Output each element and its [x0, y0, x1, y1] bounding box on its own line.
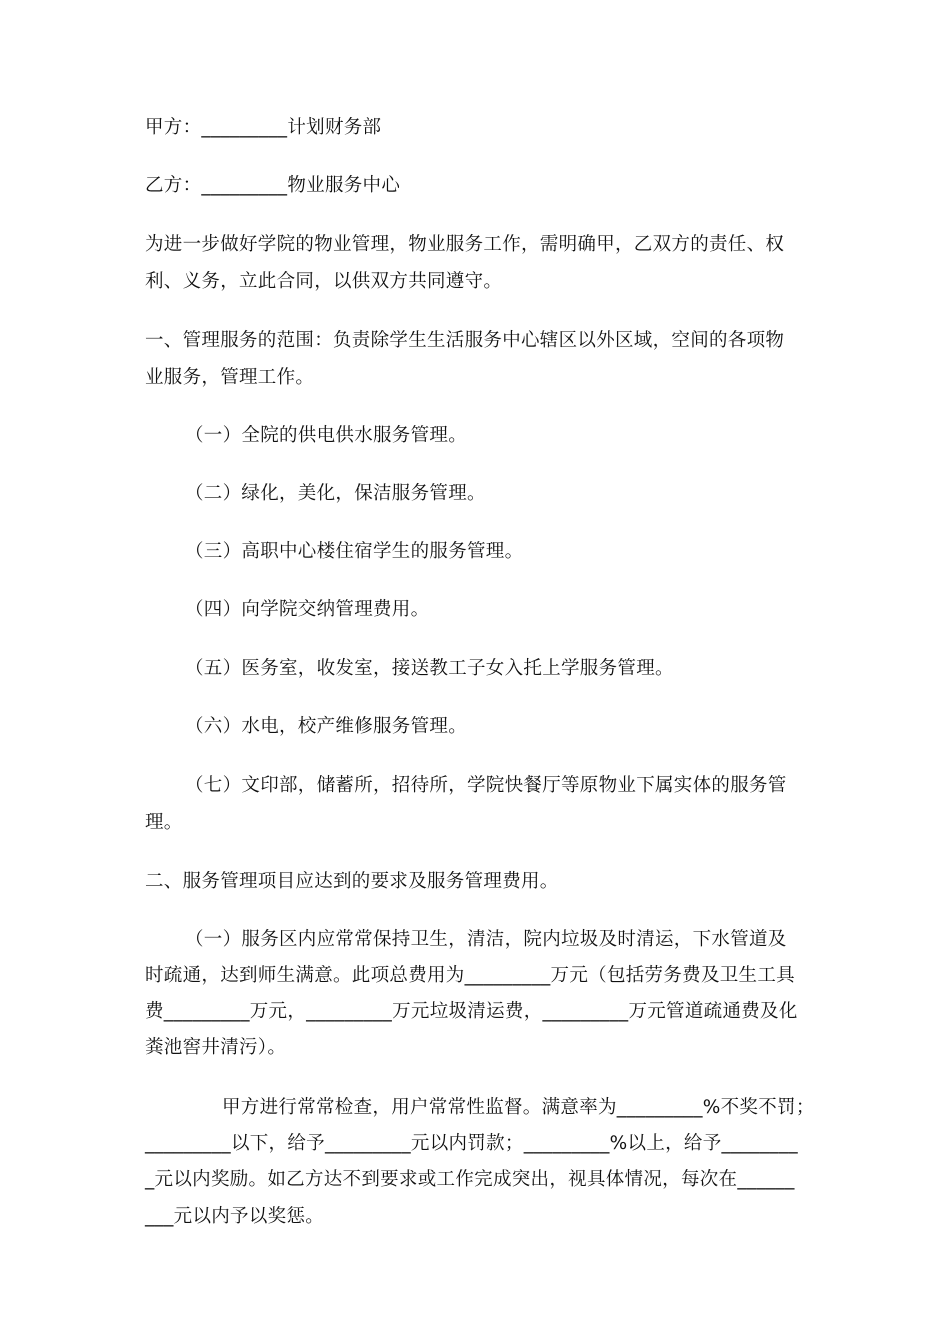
section-1-item-2: （二）绿化，美化，保洁服务管理。 [185, 483, 486, 504]
section-2-heading: 二、服务管理项目应达到的要求及服务管理费用。 [145, 871, 559, 892]
section-2-item-1-line-3: 费_________万元，_________万元垃圾清运费，_________万元管道疏通费及化 [145, 1001, 798, 1022]
inspection-line-4: ___元以内予以奖惩。 [145, 1206, 325, 1227]
section-1-item-5: （五）医务室，收发室，接送教工子女入托上学服务管理。 [185, 658, 674, 679]
section-2-item-1-line-4: 粪池窖井清污）。 [145, 1037, 287, 1058]
section-2-item-1-line-2: 时疏通，达到师生满意。此项总费用为_________万元（包括劳务费及卫生工具 [145, 965, 795, 986]
section-1-item-7-line-2: 理。 [145, 812, 183, 833]
preamble-line-2: 利、义务，立此合同，以供双方共同遵守。 [145, 271, 503, 292]
section-1-item-1: （一）全院的供电供水服务管理。 [185, 425, 468, 446]
section-1-item-4: （四）向学院交纳管理费用。 [185, 599, 430, 620]
section-1-item-7-line-1: （七）文印部，储蓄所，招待所，学院快餐厅等原物业下属实体的服务管 [185, 775, 787, 796]
inspection-line-3: _元以内奖励。如乙方达不到要求或工作完成突出，视具体情况，每次在______ [145, 1169, 795, 1190]
preamble-line-1: 为进一步做好学院的物业管理，物业服务工作，需明确甲，乙双方的责任、权 [145, 234, 785, 255]
section-1-item-6: （六）水电，校产维修服务管理。 [185, 716, 468, 737]
party-a-line: 甲方：_________计划财务部 [145, 117, 382, 138]
section-1-heading-line-2: 业服务，管理工作。 [145, 367, 315, 388]
inspection-line-2: _________以下，给予_________元以内罚款；_________%以上，给予________ [145, 1133, 798, 1154]
section-2-item-1-line-1: （一）服务区内应常常保持卫生，清洁，院内垃圾及时清运，下水管道及 [185, 929, 787, 950]
section-1-item-3: （三）高职中心楼住宿学生的服务管理。 [185, 541, 524, 562]
inspection-line-1: 甲方进行常常检查，用户常常性监督。满意率为_________%不奖不罚； [222, 1097, 815, 1118]
section-1-heading-line-1: 一、管理服务的范围：负责除学生生活服务中心辖区以外区域，空间的各项物 [145, 330, 785, 351]
party-b-line: 乙方：_________物业服务中心 [145, 175, 401, 196]
